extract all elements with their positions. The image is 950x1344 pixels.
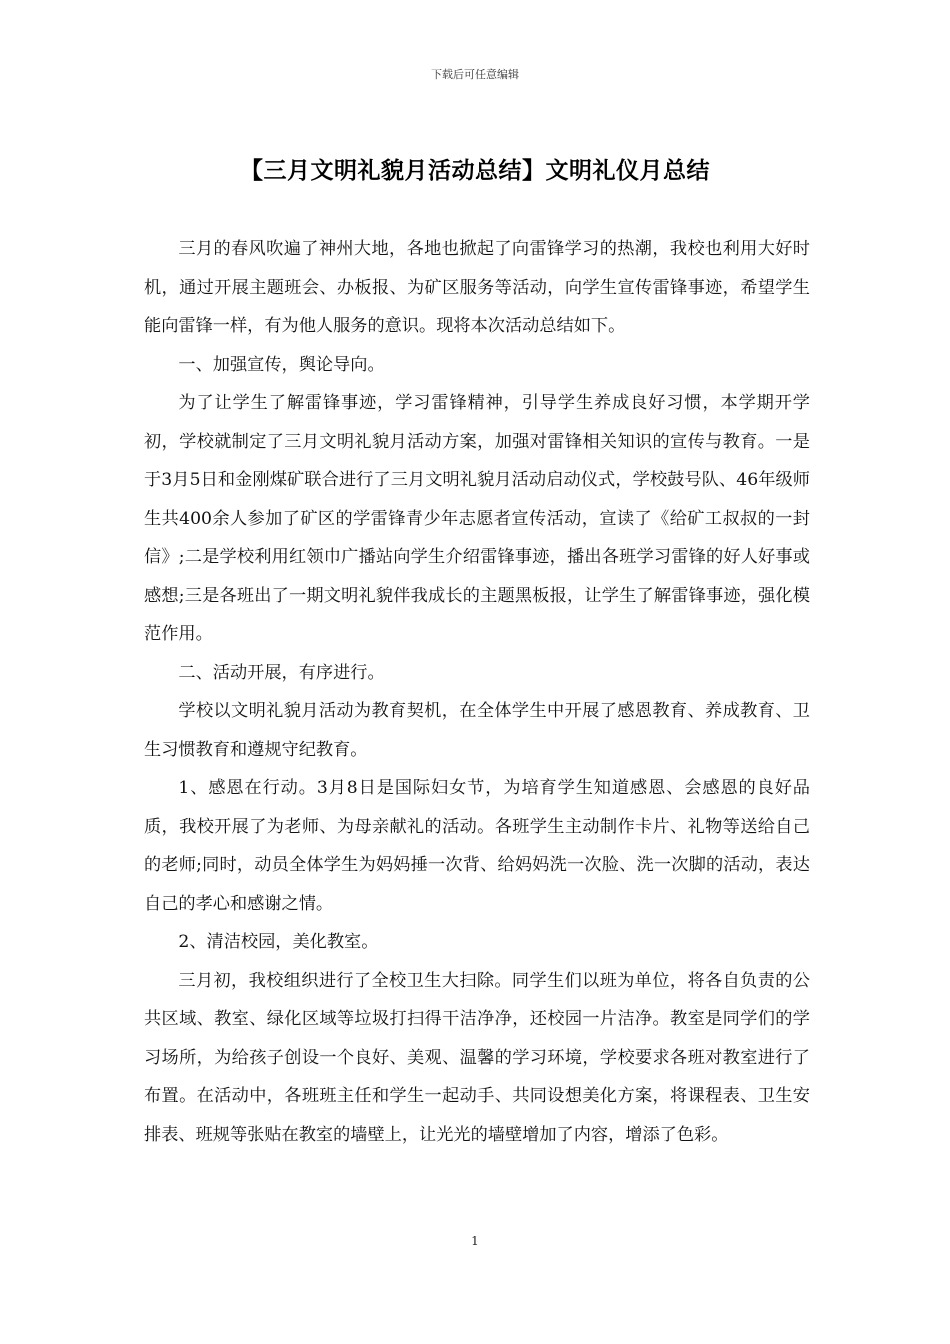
header-note: 下载后可任意编辑 xyxy=(431,68,519,81)
paragraph: 1、感恩在行动。3月8日是国际妇女节，为培育学生知道感恩、会感恩的良好品质，我校开展了为老师、为母亲献礼的活动。各班学生主动制作卡片、礼物等送给自己的老师;同时，动员全体学生为妈妈捶一次背、给妈妈洗一次脸、洗一次脚的活动，表达自己的孝心和感谢之情。 xyxy=(144,778,810,914)
document-body xyxy=(144,230,810,1154)
page-number: 1 xyxy=(471,1234,479,1248)
subsection-heading: 2、清洁校园，美化教室。 xyxy=(178,932,379,952)
section-heading: 二、活动开展，有序进行。 xyxy=(178,662,385,683)
document-title: 【三月文明礼貌月活动总结】文明礼仪月总结 xyxy=(240,158,710,184)
paragraph: 为了让学生了解雷锋事迹，学习雷锋精神，引导学生养成良好习惯，本学期开学初，学校就制定了三月文明礼貌月活动方案，加强对雷锋相关知识的宣传与教育。一是于3月5日和金刚煤矿联合进行了三月文明礼貌月活动启动仪式，学校鼓号队、46年级师生共400余人参加了矿区的学雷锋青少年志愿者宣传活动，宣读了《给矿工叔叔的一封信》;二是学校利用红领巾广播站向学生介绍雷锋事迹，播出各班学习雷锋的好人好事或感想;三是各班出了一期文明礼貌伴我成长的主题黑板报，让学生了解雷锋事迹，强化模范作用。 xyxy=(144,393,810,644)
paragraph: 学校以文明礼貌月活动为教育契机，在全体学生中开展了感恩教育、养成教育、卫生习惯教育和遵规守纪教育。 xyxy=(144,701,810,760)
paragraph: 三月初，我校组织进行了全校卫生大扫除。同学生们以班为单位，将各自负责的公共区域、教室、绿化区域等垃圾打扫得干洁净净，还校园一片洁净。教室是同学们的学习场所，为给孩子创设一个良好、美观、温馨的学习环境，学校要求各班对教室进行了布置。在活动中，各班班主任和学生一起动手、共同设想美化方案，将课程表、卫生安排表、班规等张贴在教室的墙壁上，让光光的墙壁增加了内容，增添了色彩。 xyxy=(144,970,810,1145)
section-heading: 一、加强宣传，舆论导向。 xyxy=(178,354,385,375)
paragraph: 三月的春风吹遍了神州大地，各地也掀起了向雷锋学习的热潮，我校也利用大好时机，通过开展主题班会、办板报、为矿区服务等活动，向学生宣传雷锋事迹，希望学生能向雷锋一样，有为他人服务的意识。现将本次活动总结如下。 xyxy=(144,239,810,336)
